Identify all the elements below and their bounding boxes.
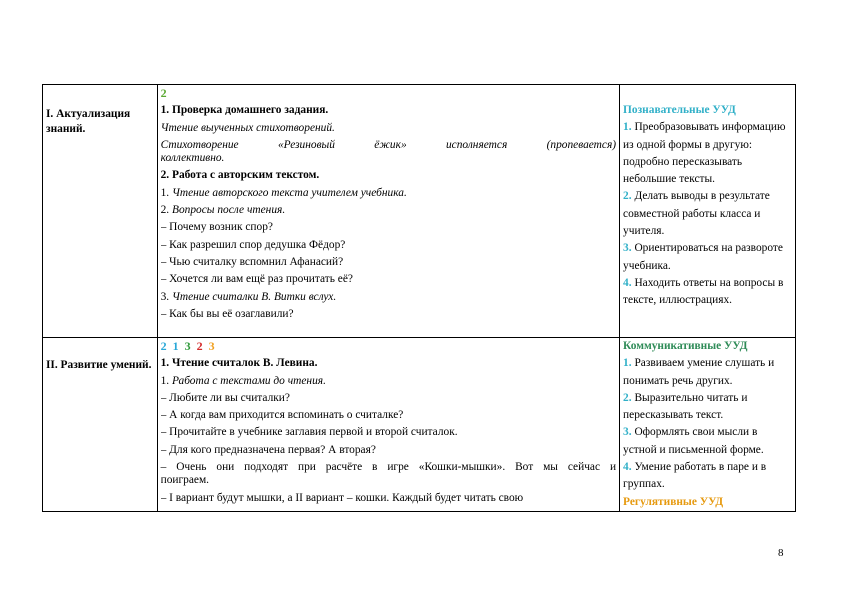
question-item-justified: – Очень они подходят при расчёте в игре «Кошки-мышки». Вот мы сейчас и	[160, 461, 617, 474]
uud-item-text: Умение работать в паре и в группах.	[623, 461, 767, 491]
step-item	[161, 373, 616, 390]
task-text: Чтение выученных стихотворений.	[160, 121, 335, 134]
uud-item-text: Преобразовывать информацию из одной формы в другую: подробно пересказывать небольшие тексты.	[623, 121, 786, 186]
level-mark: 2	[160, 339, 167, 353]
stage-cell	[43, 338, 158, 512]
question-item-tail: поиграем.	[160, 474, 210, 487]
task-text-justified: Стихотворение «Резиновый ёжик» исполняется (пропевается)	[160, 138, 617, 151]
uud-item	[623, 459, 792, 494]
uud-item-text: Делать выводы в результате совместной работы класса и учителя.	[623, 190, 770, 238]
uud-item-text: Развиваем умение слушать и понимать речь других.	[623, 357, 775, 387]
step-text: Работа с текстами до чтения.	[172, 374, 326, 387]
uud-item-number: 4.	[623, 461, 632, 474]
uud-item-text: Оформлять свои мысли в устной и письменной форме.	[623, 426, 764, 456]
question-item: – Для кого предназначена первая? А вторая?	[160, 443, 376, 456]
table-row	[43, 338, 796, 512]
level-mark: 3	[208, 339, 215, 353]
level-marks	[161, 338, 616, 355]
uud-item-text: Находить ответы на вопросы в тексте, иллюстрациях.	[623, 276, 784, 307]
uud-item-number: 1.	[623, 357, 632, 370]
step-number: 3.	[160, 290, 170, 303]
uud-title: Коммуникативные УУД	[623, 340, 748, 352]
step-text: Вопросы после чтения.	[172, 204, 286, 217]
uud-item-number: 3.	[623, 426, 632, 439]
table-row	[43, 85, 796, 338]
uud-cell	[620, 338, 796, 512]
task-text-tail: коллективно.	[160, 152, 225, 165]
uud-item-text: Выразительно читать и пересказывать текст.	[623, 391, 748, 422]
uud-item-text: Ориентироваться на развороте учебника.	[623, 242, 783, 272]
lesson-plan-table	[42, 84, 796, 512]
question-item: – Хочется ли вам ещё раз прочитать её?	[160, 273, 353, 286]
step-number: 1.	[160, 374, 170, 387]
level-mark: 2	[196, 339, 203, 353]
page-number: 8	[778, 547, 784, 559]
step-item	[161, 202, 616, 219]
uud-cell	[620, 85, 796, 338]
stage-title: I. Актуализация знаний.	[46, 108, 131, 135]
question-item: – Как разрешил спор дедушка Фёдор?	[160, 238, 346, 251]
question-item: – Прочитайте в учебнике заглавия первой и второй считалок.	[160, 426, 458, 439]
content-cell	[157, 85, 619, 338]
uud-item-number: 2.	[623, 391, 632, 404]
level-mark: 2	[160, 86, 167, 100]
uud-item	[623, 119, 792, 188]
step-item	[161, 289, 616, 306]
step-number: 2.	[160, 204, 170, 217]
step-text: Чтение авторского текста учителем учебника.	[172, 186, 407, 199]
step-number: 1.	[160, 186, 170, 199]
uud-title-regulatory: Регулятивные УУД	[623, 495, 724, 508]
uud-item-number: 1.	[623, 121, 632, 134]
level-mark: 1	[172, 339, 179, 353]
question-item: – А когда вам приходится вспоминать о считалке?	[160, 409, 404, 422]
level-mark: 3	[184, 339, 191, 353]
uud-item	[623, 275, 792, 310]
content-cell	[157, 338, 619, 512]
level-marks	[161, 85, 616, 102]
uud-item	[623, 355, 792, 390]
uud-item-number: 3.	[623, 242, 632, 255]
stage-title: II. Развитие умений.	[46, 359, 152, 371]
uud-item	[623, 188, 792, 240]
question-item: – I вариант будут мышки, а II вариант – кошки. Каждый будет читать свою	[160, 491, 524, 504]
uud-item-number: 4.	[623, 276, 632, 289]
question-item: – Чью считалку вспомнил Афанасий?	[160, 255, 344, 268]
step-text: Чтение считалки В. Витки вслух.	[172, 290, 337, 303]
uud-item	[623, 424, 792, 459]
section-heading: 1. Чтение считалок В. Левина.	[160, 357, 318, 370]
question-item: – Любите ли вы считалки?	[160, 391, 290, 404]
question-item: – Почему возник спор?	[160, 221, 273, 234]
uud-title: Познавательные УУД	[623, 104, 736, 116]
uud-item	[623, 240, 792, 275]
section-heading: 2. Работа с авторским текстом.	[160, 169, 320, 182]
stage-cell	[43, 85, 158, 338]
question-item: – Как бы вы её озаглавили?	[160, 307, 294, 320]
uud-item-number: 2.	[623, 190, 632, 203]
uud-item	[623, 390, 792, 425]
section-heading: 1. Проверка домашнего задания.	[160, 104, 329, 117]
step-item	[161, 185, 616, 202]
